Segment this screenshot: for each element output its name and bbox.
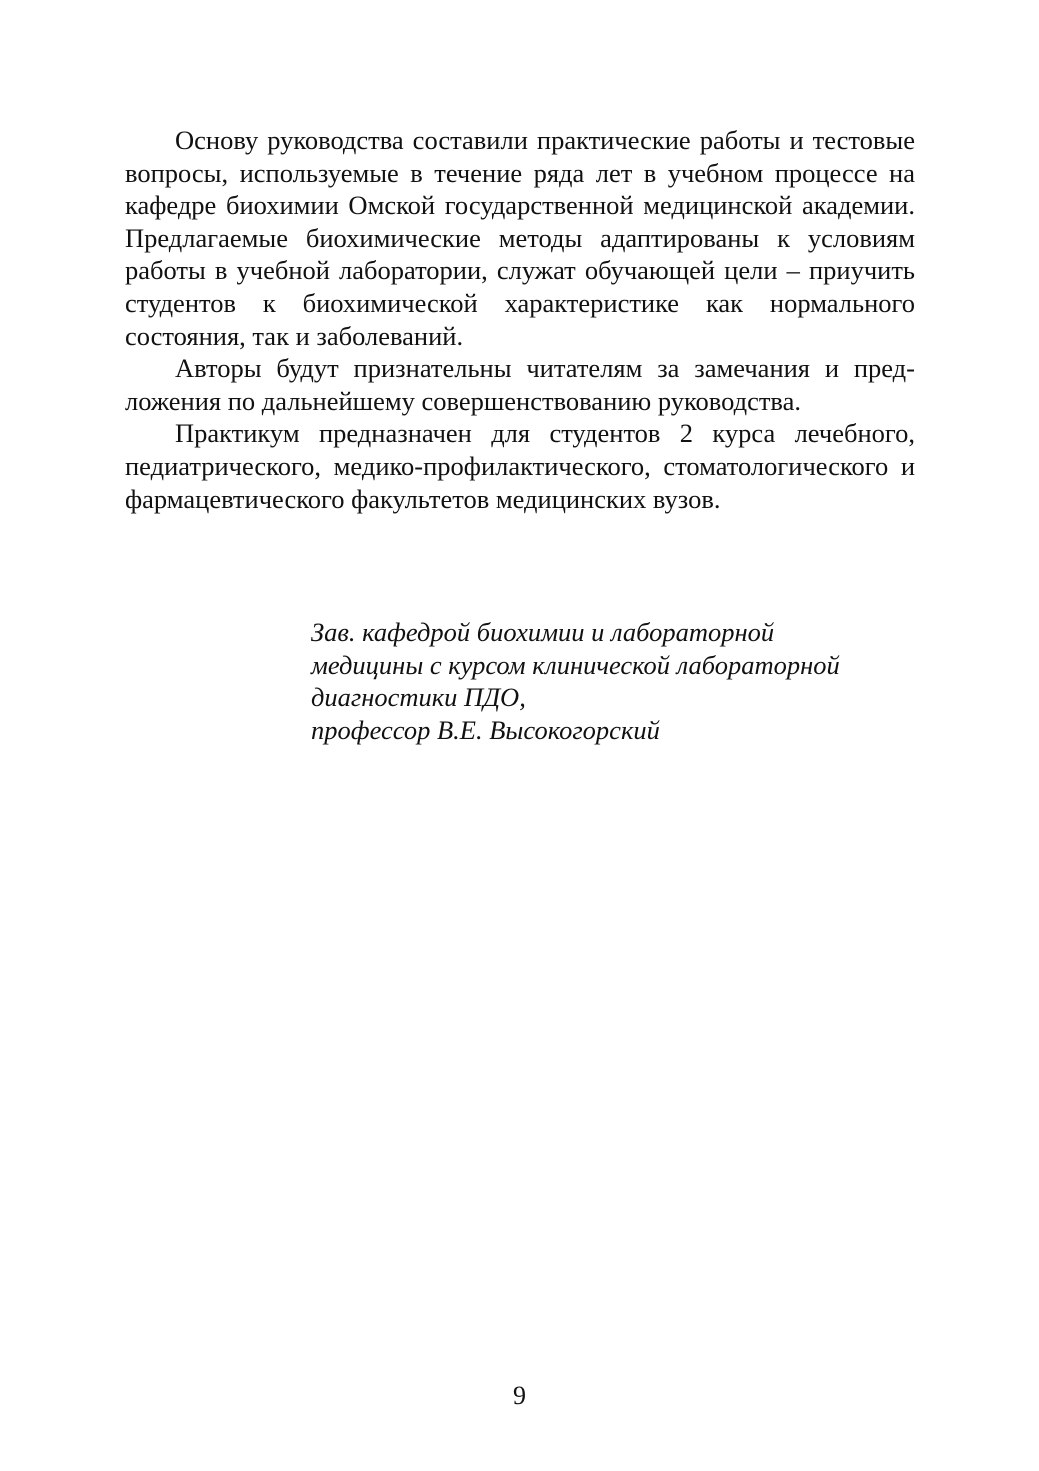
- paragraph-audience: Практикум предназначен для студентов 2 курса лечебного, педиатрического, медико-профилактического, стоматологического и фармацевтического факультетов медицинских вузов.: [125, 418, 915, 514]
- paragraph-foundation: Основу руководства составили практические работы и тестовые вопросы, используемые в течение ряда лет в учебном процессе на кафедре биохимии Омской государственной медицинской академии. Предлагаемые биохимические методы адаптированы к условиям работы в учебной лаборатории, служат обучающей цели – приучить студентов к биохимической характеристике как нормального состояния, так и заболеваний.: [125, 125, 915, 351]
- author-signature-block: [311, 616, 951, 746]
- paragraph-acknowledgement: Авторы будут признательны читателям за замечания и предложения по дальнейшему совершенствованию руководства.: [125, 353, 915, 416]
- signature-line-department: медицины с курсом клинической лабораторной: [311, 649, 840, 680]
- body-text: [125, 124, 915, 515]
- signature-line-name: профессор В.Е. Высокогорский: [311, 714, 660, 745]
- page-number: 9: [513, 1381, 526, 1410]
- signature-line-division: диагностики ПДО,: [311, 682, 526, 713]
- signature-line-position: Зав. кафедрой биохимии и лабораторной: [311, 617, 775, 647]
